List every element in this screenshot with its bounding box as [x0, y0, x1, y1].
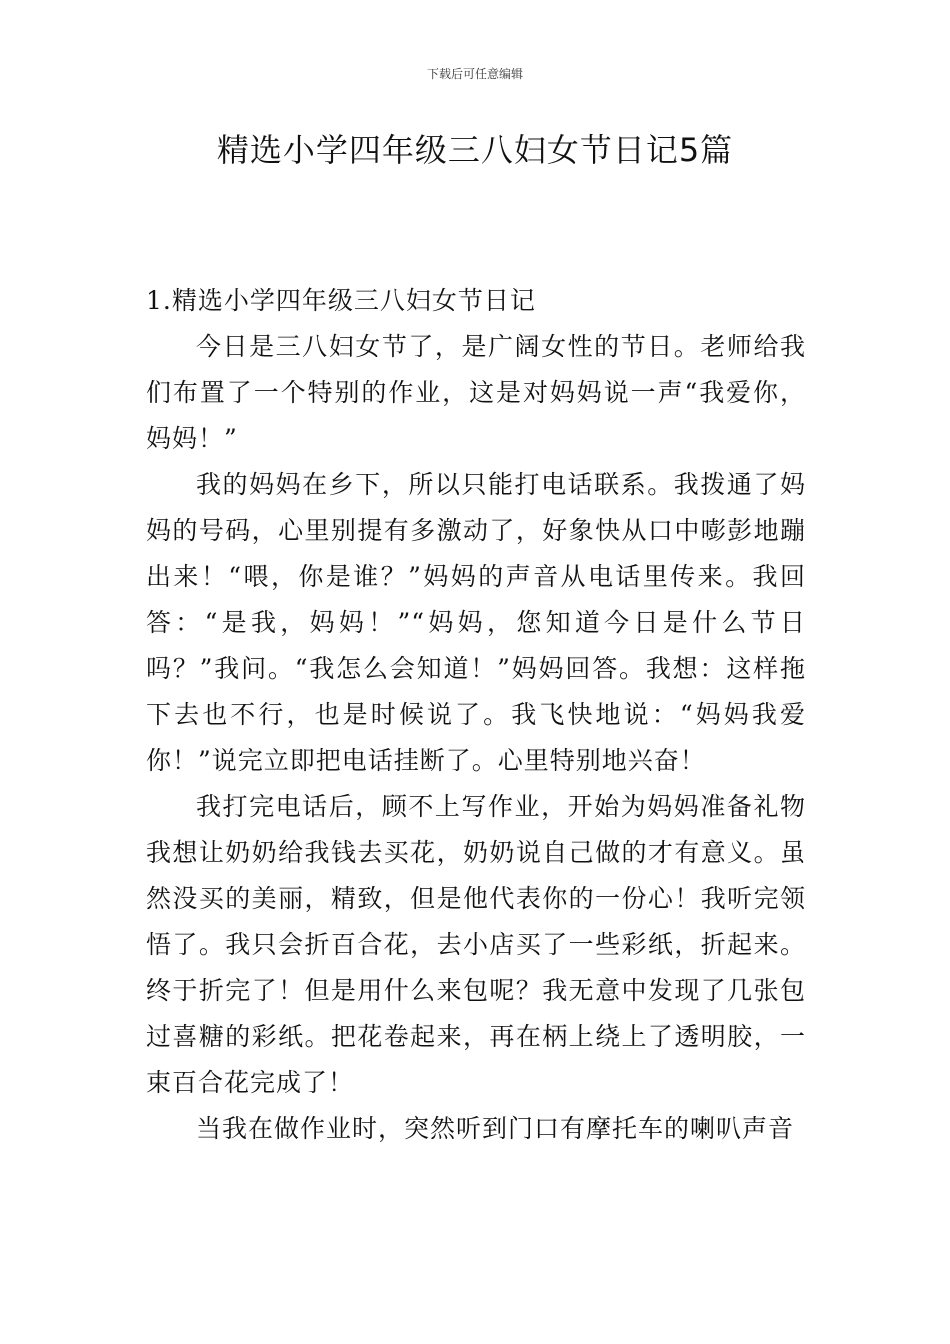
- section-heading: 1.精选小学四年级三八妇女节日记: [146, 286, 536, 315]
- paragraph: 我的妈妈在乡下，所以只能打电话联系。我拨通了妈妈的号码，心里别提有多激动了，好象快从口中嘭彭地蹦出来！“喂，你是谁？”妈妈的声音从电话里传来。我回答：“是我，妈妈！”“妈妈，您知道今日是什么节日吗？”我问。“我怎么会知道！”妈妈回答。我想：这样拖下去也不行，也是时候说了。我飞快地说：“妈妈我爱你！”说完立即把电话挂断了。心里特别地兴奋！: [146, 470, 806, 775]
- document-title: 精选小学四年级三八妇女节日记5篇: [216, 131, 734, 169]
- page-header-note: 下载后可任意编辑: [426, 67, 523, 81]
- paragraph: 我打完电话后，顾不上写作业，开始为妈妈准备礼物我想让奶奶给我钱去买花，奶奶说自己做的才有意义。虽然没买的美丽，精致，但是他代表你的一份心！我听完领悟了。我只会折百合花，去小店买了一些彩纸，折起来。终于折完了！但是用什么来包呢？我无意中发现了几张包过喜糖的彩纸。把花卷起来，再在柄上绕上了透明胶，一束百合花完成了！: [146, 792, 806, 1097]
- paragraph: 今日是三八妇女节了，是广阔女性的节日。老师给我们布置了一个特别的作业，这是对妈妈说一声“我爱你，妈妈！”: [146, 332, 806, 453]
- paragraph: 当我在做作业时，突然听到门口有摩托车的喇叭声音: [196, 1114, 795, 1143]
- document-body: [146, 278, 806, 1152]
